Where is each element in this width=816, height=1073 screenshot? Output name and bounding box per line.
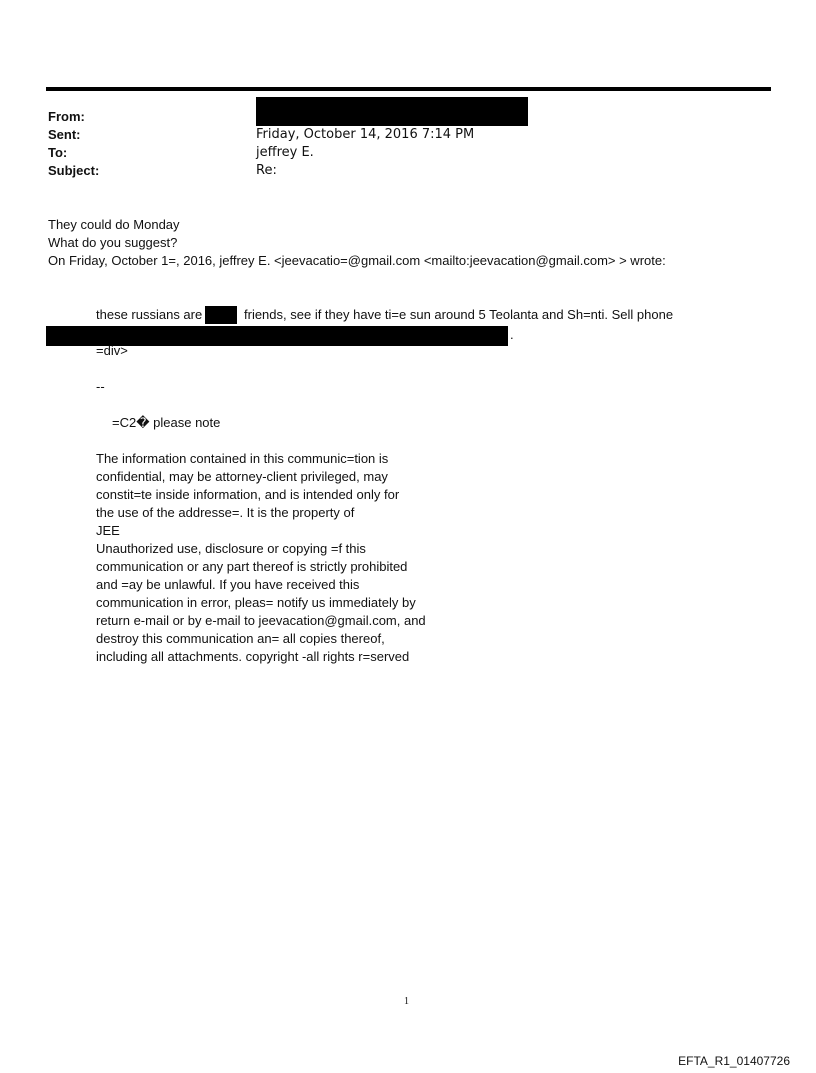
disclaimer-line: communication in error, pleas= notify us immediately by	[96, 595, 416, 610]
subject-label: Subject:	[48, 163, 100, 178]
from-redaction	[256, 97, 528, 126]
reply-line-1: They could do Monday	[48, 217, 180, 232]
header-rule	[46, 87, 771, 91]
div-tag-text: =div>	[96, 343, 128, 358]
reply-attribution: On Friday, October 1=, 2016, jeffrey E. <jeevacatio=@gmail.com <mailto:jeevacation@gmail.com> > wrote:	[48, 253, 666, 268]
please-note: =C2� please note	[112, 415, 221, 430]
to-label: To:	[48, 145, 68, 160]
inline-redaction	[205, 306, 237, 324]
sent-value: Friday, October 14, 2016 7:14 PM	[256, 127, 475, 142]
disclaimer-line: Unauthorized use, disclosure or copying =f this	[96, 541, 366, 556]
document-id: EFTA_R1_01407726	[678, 1054, 790, 1068]
disclaimer-line: JEE	[96, 523, 120, 538]
disclaimer-line: return e-mail or by e-mail to jeevacation@gmail.com, and	[96, 613, 426, 628]
reply-line-2: What do you suggest?	[48, 235, 178, 250]
disclaimer-line: confidential, may be attorney-client privileged, may	[96, 469, 388, 484]
from-label: From:	[48, 109, 85, 124]
disclaimer-line: and =ay be unlawful. If you have received this	[96, 577, 360, 592]
quoted-line-1-start: these russians are	[96, 307, 203, 322]
disclaimer-line: The information contained in this communic=tion is	[96, 451, 389, 466]
signature-dashes: --	[96, 379, 105, 394]
disclaimer-line: the use of the addresse=. It is the property of	[96, 505, 355, 520]
to-value: jeffrey E.	[256, 145, 314, 160]
quoted-line-1-end: friends, see if they have ti=e sun around 5 Teolanta and Sh=nti. Sell phone	[244, 307, 674, 322]
subject-value: Re:	[256, 163, 277, 178]
quoted-line-2-suffix: .	[510, 327, 514, 342]
disclaimer-line: constit=te inside information, and is intended only for	[96, 487, 400, 502]
disclaimer-line: communication or any part thereof is strictly prohibited	[96, 559, 408, 574]
sent-label: Sent:	[48, 127, 81, 142]
disclaimer-line: destroy this communication an= all copies thereof,	[96, 631, 385, 646]
disclaimer-line: including all attachments. copyright -all rights r=served	[96, 649, 410, 664]
page-number: 1	[404, 996, 409, 1007]
